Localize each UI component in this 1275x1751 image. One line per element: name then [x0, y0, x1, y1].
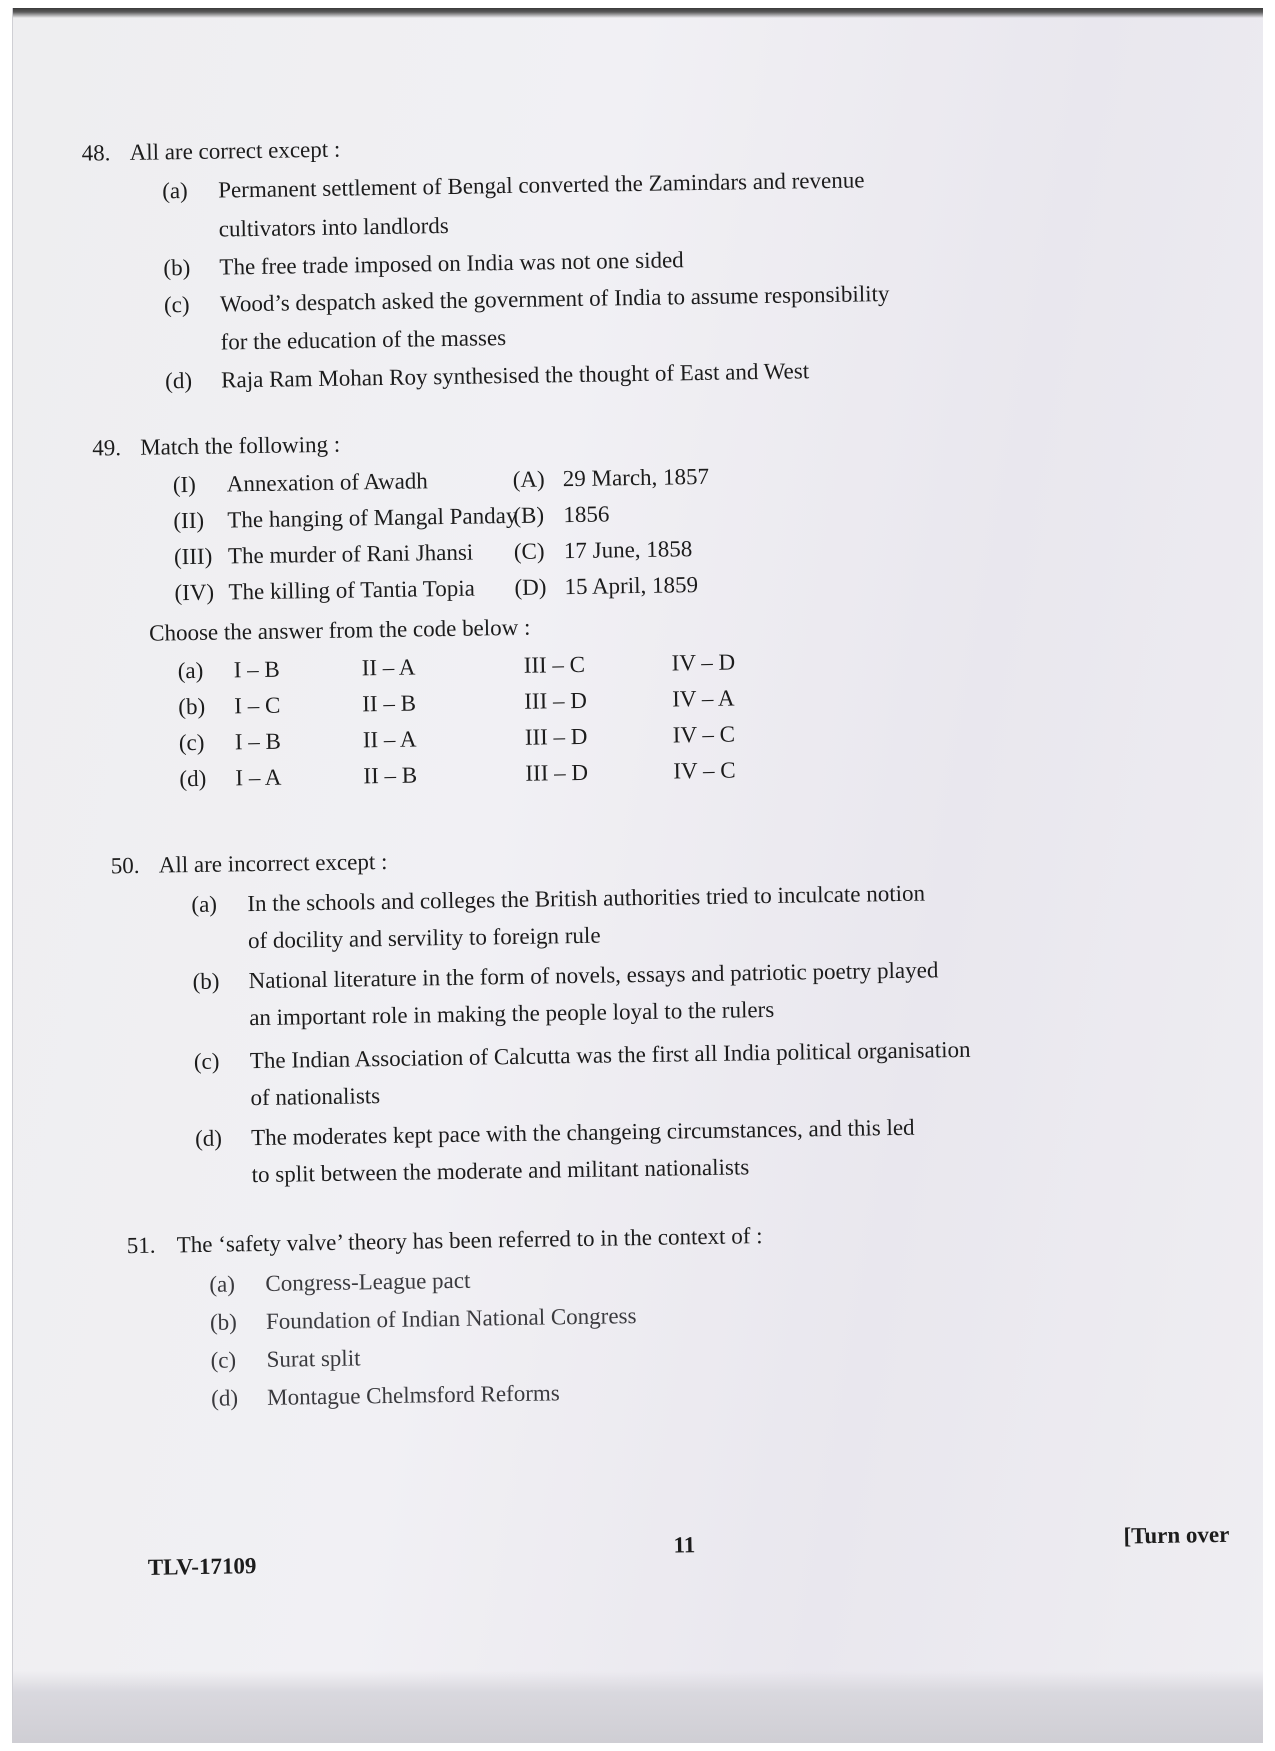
- question-number: 51.: [126, 1232, 156, 1259]
- match-left-text: Annexation of Awadh: [226, 468, 429, 497]
- code-pair: III – D: [524, 687, 588, 714]
- match-right-text: 29 March, 1857: [562, 463, 710, 492]
- option-text-continuation: for the education of the masses: [220, 325, 507, 355]
- question-text: All are incorrect except :: [158, 848, 388, 878]
- code-pair: IV – C: [672, 721, 736, 748]
- option-letter: (a): [177, 657, 204, 684]
- option-letter: (a): [209, 1271, 236, 1297]
- match-right-text: 17 June, 1858: [563, 536, 693, 564]
- option-text: Permanent settlement of Bengal converted the Zamindars and revenue: [218, 167, 865, 203]
- option-text: The moderates kept pace with the changeing circumstances, and this led: [250, 1114, 915, 1151]
- option-text-continuation: of docility and servility to foreign rule: [247, 922, 601, 954]
- code-pair: IV – C: [673, 757, 736, 784]
- option-text: The Indian Association of Calcutta was the first all India political organisation: [249, 1036, 971, 1074]
- match-left-text: The killing of Tantia Topia: [228, 575, 476, 605]
- option-text: Congress-League pact: [265, 1267, 471, 1296]
- code-pair: I – B: [234, 728, 282, 755]
- page-number: 11: [673, 1532, 696, 1558]
- question-number: 50.: [110, 852, 140, 879]
- option-text: The free trade imposed on India was not one sided: [219, 247, 684, 280]
- exam-page: [12, 8, 1263, 1743]
- match-right-label: (B): [513, 502, 545, 528]
- option-text: Montague Chelmsford Reforms: [266, 1380, 560, 1410]
- option-letter: (c): [193, 1048, 220, 1075]
- option-letter: (a): [191, 891, 218, 918]
- option-letter: (b): [163, 254, 191, 281]
- option-letter: (a): [162, 178, 188, 204]
- code-prompt: Choose the answer from the code below :: [148, 614, 531, 646]
- option-letter: (c): [178, 729, 205, 756]
- question-text: Match the following :: [140, 431, 341, 460]
- exam-code: TLV-17109: [147, 1553, 257, 1580]
- question-text: All are correct except :: [129, 136, 341, 165]
- option-text-continuation: an important role in making the people loyal to the rulers: [249, 996, 775, 1031]
- code-pair: I – C: [234, 692, 281, 719]
- option-letter: (b): [192, 968, 220, 995]
- option-letter: (d): [164, 367, 193, 394]
- match-right-text: 15 April, 1859: [564, 572, 699, 600]
- match-left-text: The hanging of Mangal Panday: [227, 502, 518, 533]
- code-pair: III – D: [524, 723, 588, 750]
- option-text: In the schools and colleges the British authorities tried to inculcate notion: [247, 880, 926, 917]
- option-letter: (c): [210, 1347, 237, 1373]
- turn-over-note: [Turn over: [1123, 1521, 1230, 1549]
- option-letter: (b): [209, 1309, 238, 1335]
- option-text: Raja Ram Mohan Roy synthesised the thought of East and West: [220, 358, 810, 393]
- option-letter: (d): [179, 765, 207, 792]
- match-left-label: (II): [173, 507, 205, 534]
- option-text-continuation: of nationalists: [250, 1083, 381, 1111]
- option-letter: (c): [163, 292, 190, 318]
- code-pair: III – C: [523, 651, 586, 678]
- code-pair: IV – D: [671, 649, 736, 676]
- code-pair: I – B: [233, 656, 280, 683]
- code-pair: III – D: [525, 759, 589, 786]
- question-number: 49.: [92, 435, 122, 461]
- option-letter: (d): [210, 1385, 239, 1411]
- match-left-text: The murder of Rani Jhansi: [227, 539, 474, 569]
- match-right-label: (A): [512, 466, 545, 492]
- option-text: Foundation of Indian National Congress: [265, 1303, 637, 1334]
- question-number: 48.: [81, 140, 111, 166]
- code-pair: II – B: [363, 762, 418, 789]
- match-right-text: 1856: [563, 501, 610, 528]
- code-pair: IV – A: [672, 685, 735, 712]
- option-text-continuation: to split between the moderate and militant nationalists: [251, 1154, 750, 1188]
- code-pair: II – A: [362, 726, 417, 753]
- page-content: [12, 8, 1263, 1743]
- question-text: The ‘safety valve’ theory has been referred to in the context of :: [176, 1223, 763, 1258]
- match-right-label: (C): [513, 538, 545, 564]
- option-text: Wood’s despatch asked the government of India to assume responsibility: [219, 281, 890, 317]
- code-pair: II – B: [362, 690, 417, 717]
- option-letter: (d): [194, 1125, 223, 1152]
- match-left-label: (IV): [174, 579, 215, 606]
- option-letter: (b): [178, 693, 206, 720]
- match-right-label: (D): [514, 574, 547, 600]
- code-pair: I – A: [235, 764, 282, 791]
- option-text: National literature in the form of novels, essays and patriotic poetry played: [248, 957, 939, 994]
- match-left-label: (III): [173, 543, 213, 570]
- match-left-label: (I): [172, 471, 196, 498]
- code-pair: II – A: [361, 654, 416, 681]
- option-text-continuation: cultivators into landlords: [218, 212, 449, 242]
- option-text: Surat split: [266, 1345, 361, 1372]
